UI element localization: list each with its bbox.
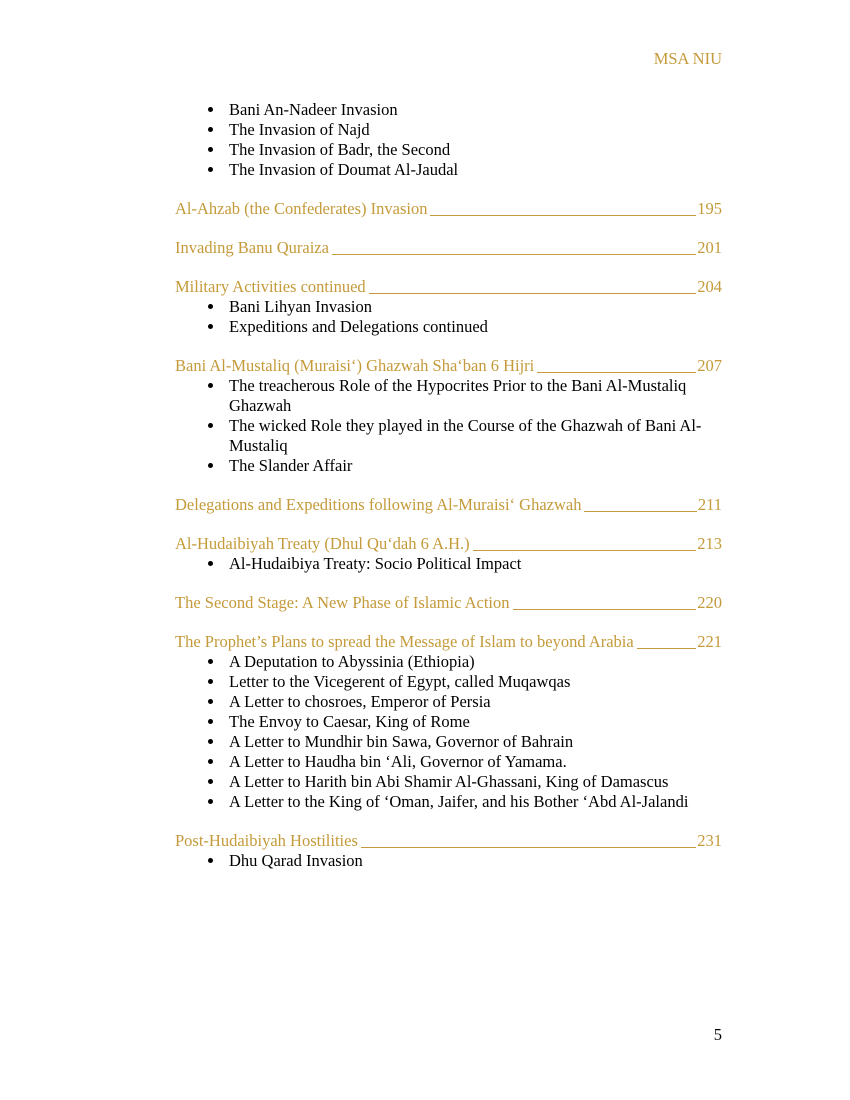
toc-sublist: [175, 554, 722, 574]
toc-sublist-item: • Letter to the Vicegerent of Egypt, called Muqawqas: [225, 672, 722, 692]
toc-page-number: 204: [697, 277, 722, 296]
toc-sublist-item: • The Invasion of Najd: [225, 120, 722, 140]
toc-sublist-item: • A Letter to the King of ‘Oman, Jaifer, and his Bother ‘Abd Al-Jalandi: [225, 792, 722, 812]
toc-entry: [175, 831, 722, 851]
toc-sublist-item: • The Envoy to Caesar, King of Rome: [225, 712, 722, 732]
toc-page-number: 195: [697, 199, 722, 218]
page-header: [175, 49, 722, 69]
table-of-contents: [175, 100, 722, 871]
toc-page-number: 231: [697, 831, 722, 850]
toc-entry-title: Post-Hudaibiyah Hostilities: [175, 831, 358, 850]
toc-entry: [175, 593, 722, 613]
toc-entry: [175, 534, 722, 554]
toc-sublist-item: • The Invasion of Badr, the Second: [225, 140, 722, 160]
toc-sublist-item: • The Slander Affair: [225, 456, 722, 476]
toc-sublist-item: • A Letter to Mundhir bin Sawa, Governor of Bahrain: [225, 732, 722, 752]
header-org-label: MSA NIU: [653, 49, 722, 68]
toc-sublist: [175, 376, 722, 476]
toc-sublist: [175, 297, 722, 337]
toc-section: [175, 277, 722, 337]
toc-page-number: 207: [697, 356, 722, 375]
toc-leader-line: [430, 215, 696, 216]
page-content: [175, 49, 722, 871]
toc-sublist-item: • Al-Hudaibiya Treaty: Socio Political Impact: [225, 554, 722, 574]
toc-section: [175, 495, 722, 515]
toc-sublist-item: • Bani Lihyan Invasion: [225, 297, 722, 317]
toc-leader-line: [361, 847, 696, 848]
toc-entry-title: Invading Banu Quraiza: [175, 238, 329, 257]
toc-section: [175, 100, 722, 180]
toc-page-number: 220: [697, 593, 722, 612]
toc-entry: [175, 277, 722, 297]
toc-leader-line: [473, 550, 697, 551]
toc-sublist: [175, 100, 722, 180]
toc-page-number: 221: [697, 632, 722, 651]
toc-entry-title: Al-Hudaibiyah Treaty (Dhul Qu‘dah 6 A.H.): [175, 534, 470, 553]
toc-page-number: 213: [697, 534, 722, 553]
toc-entry-title: The Second Stage: A New Phase of Islamic Action: [175, 593, 510, 612]
toc-leader-line: [513, 609, 697, 610]
toc-entry-title: The Prophet’s Plans to spread the Message of Islam to beyond Arabia: [175, 632, 634, 651]
toc-entry: [175, 356, 722, 376]
toc-entry: [175, 238, 722, 258]
toc-section: [175, 199, 722, 219]
toc-section: [175, 632, 722, 812]
toc-sublist-item: • The wicked Role they played in the Course of the Ghazwah of Bani Al-Mustaliq: [225, 416, 722, 456]
page-number: 5: [713, 1025, 722, 1044]
toc-sublist: [175, 851, 722, 871]
toc-section: [175, 593, 722, 613]
toc-page-number: 211: [697, 495, 722, 514]
toc-entry: [175, 199, 722, 219]
toc-entry: [175, 632, 722, 652]
toc-leader-line: [369, 293, 697, 294]
toc-sublist-item: • Bani An-Nadeer Invasion: [225, 100, 722, 120]
toc-section: [175, 356, 722, 476]
toc-sublist-item: • A Letter to Haudha bin ‘Ali, Governor of Yamama.: [225, 752, 722, 772]
toc-entry-title: Al-Ahzab (the Confederates) Invasion: [175, 199, 428, 218]
toc-sublist-item: • Expeditions and Delegations continued: [225, 317, 722, 337]
toc-sublist-item: • A Deputation to Abyssinia (Ethiopia): [225, 652, 722, 672]
toc-sublist-item: • The Invasion of Doumat Al-Jaudal: [225, 160, 722, 180]
toc-section: [175, 831, 722, 871]
toc-entry-title: Bani Al-Mustaliq (Muraisi‘) Ghazwah Sha‘ban 6 Hijri: [175, 356, 535, 375]
toc-sublist-item: • A Letter to chosroes, Emperor of Persia: [225, 692, 722, 712]
toc-sublist: [175, 652, 722, 812]
toc-sublist-item: • The treacherous Role of the Hypocrites Prior to the Bani Al-Mustaliq Ghazwah: [225, 376, 722, 416]
toc-entry-title: Military Activities continued: [175, 277, 366, 296]
toc-section: [175, 238, 722, 258]
toc-section: [175, 534, 722, 574]
toc-leader-line: [637, 648, 697, 649]
toc-page-number: 201: [697, 238, 722, 257]
toc-sublist-item: • Dhu Qarad Invasion: [225, 851, 722, 871]
toc-entry-title: Delegations and Expeditions following Al-Muraisi‘ Ghazwah: [175, 495, 582, 514]
page-footer: [714, 1025, 722, 1045]
toc-leader-line: [537, 372, 696, 373]
toc-sublist-item: • A Letter to Harith bin Abi Shamir Al-Ghassani, King of Damascus: [225, 772, 722, 792]
toc-leader-line: [332, 254, 696, 255]
toc-leader-line: [584, 511, 696, 512]
toc-entry: [175, 495, 722, 515]
